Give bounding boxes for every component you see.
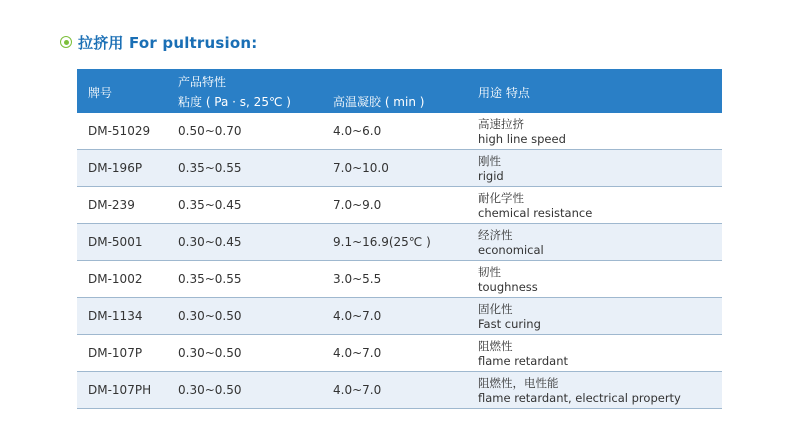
cell-viscosity: 0.35~0.45 [178, 198, 242, 212]
table-row [77, 224, 722, 261]
cell-feature-en: economical [478, 243, 544, 257]
cell-feature-en: chemical resistance [478, 206, 593, 220]
table-row [77, 261, 722, 298]
cell-feature-cn: 固化性 [478, 302, 513, 316]
cell-feature-en: flame retardant, electrical property [478, 391, 681, 405]
cell-feature-cn: 韧性 [478, 265, 501, 279]
cell-grade: DM-107P [88, 346, 143, 360]
cell-feature-cn: 阻燃性，电性能 [478, 376, 559, 390]
cell-gel-time: 4.0~6.0 [333, 124, 382, 138]
cell-viscosity: 0.35~0.55 [178, 272, 242, 286]
cell-viscosity: 0.30~0.45 [178, 235, 242, 249]
cell-feature-cn: 耐化学性 [478, 191, 524, 205]
cell-viscosity: 0.30~0.50 [178, 309, 242, 323]
cell-gel-time: 4.0~7.0 [333, 346, 382, 360]
cell-gel-time: 7.0~9.0 [333, 198, 382, 212]
cell-feature-en: rigid [478, 169, 504, 183]
section-title: 拉挤用 For pultrusion: [78, 33, 258, 52]
table-row [77, 298, 722, 335]
cell-gel-time: 7.0~10.0 [333, 161, 389, 175]
header-application: 用途 特点 [478, 86, 530, 100]
cell-feature-en: high line speed [478, 132, 566, 146]
cell-grade: DM-1002 [88, 272, 143, 286]
cell-feature-cn: 阻燃性 [478, 339, 513, 353]
cell-gel-time: 9.1~16.9(25℃ ) [333, 235, 431, 249]
cell-grade: DM-5001 [88, 235, 143, 249]
cell-grade: DM-196P [88, 161, 143, 175]
cell-grade: DM-239 [88, 198, 135, 212]
cell-viscosity: 0.30~0.50 [178, 346, 242, 360]
header-grade: 牌号 [88, 86, 113, 100]
cell-feature-en: toughness [478, 280, 538, 294]
table-row [77, 372, 722, 409]
cell-feature-cn: 高速拉挤 [478, 117, 524, 131]
header-viscosity: 粘度 ( Pa · s, 25℃ ) [178, 95, 291, 109]
table-row [77, 150, 722, 187]
cell-viscosity: 0.35~0.55 [178, 161, 242, 175]
cell-feature-en: flame retardant [478, 354, 569, 368]
table-row [77, 187, 722, 224]
cell-grade: DM-107PH [88, 383, 152, 397]
section-heading [60, 32, 257, 52]
cell-grade: DM-1134 [88, 309, 143, 323]
header-properties: 产品特性 [178, 75, 227, 89]
cell-viscosity: 0.30~0.50 [178, 383, 242, 397]
table-row [77, 113, 722, 150]
cell-feature-cn: 刚性 [478, 154, 501, 168]
cell-gel-time: 4.0~7.0 [333, 309, 382, 323]
cell-gel-time: 4.0~7.0 [333, 383, 382, 397]
product-table [77, 69, 722, 409]
header-gel-time: 高温凝胶 ( min ) [333, 95, 425, 109]
cell-grade: DM-51029 [88, 124, 151, 138]
table-row [77, 335, 722, 372]
cell-viscosity: 0.50~0.70 [178, 124, 242, 138]
cell-feature-en: Fast curing [478, 317, 541, 331]
cell-feature-cn: 经济性 [478, 228, 513, 242]
cell-gel-time: 3.0~5.5 [333, 272, 382, 286]
table-header [77, 69, 722, 113]
bullet-circle-icon [60, 36, 72, 48]
